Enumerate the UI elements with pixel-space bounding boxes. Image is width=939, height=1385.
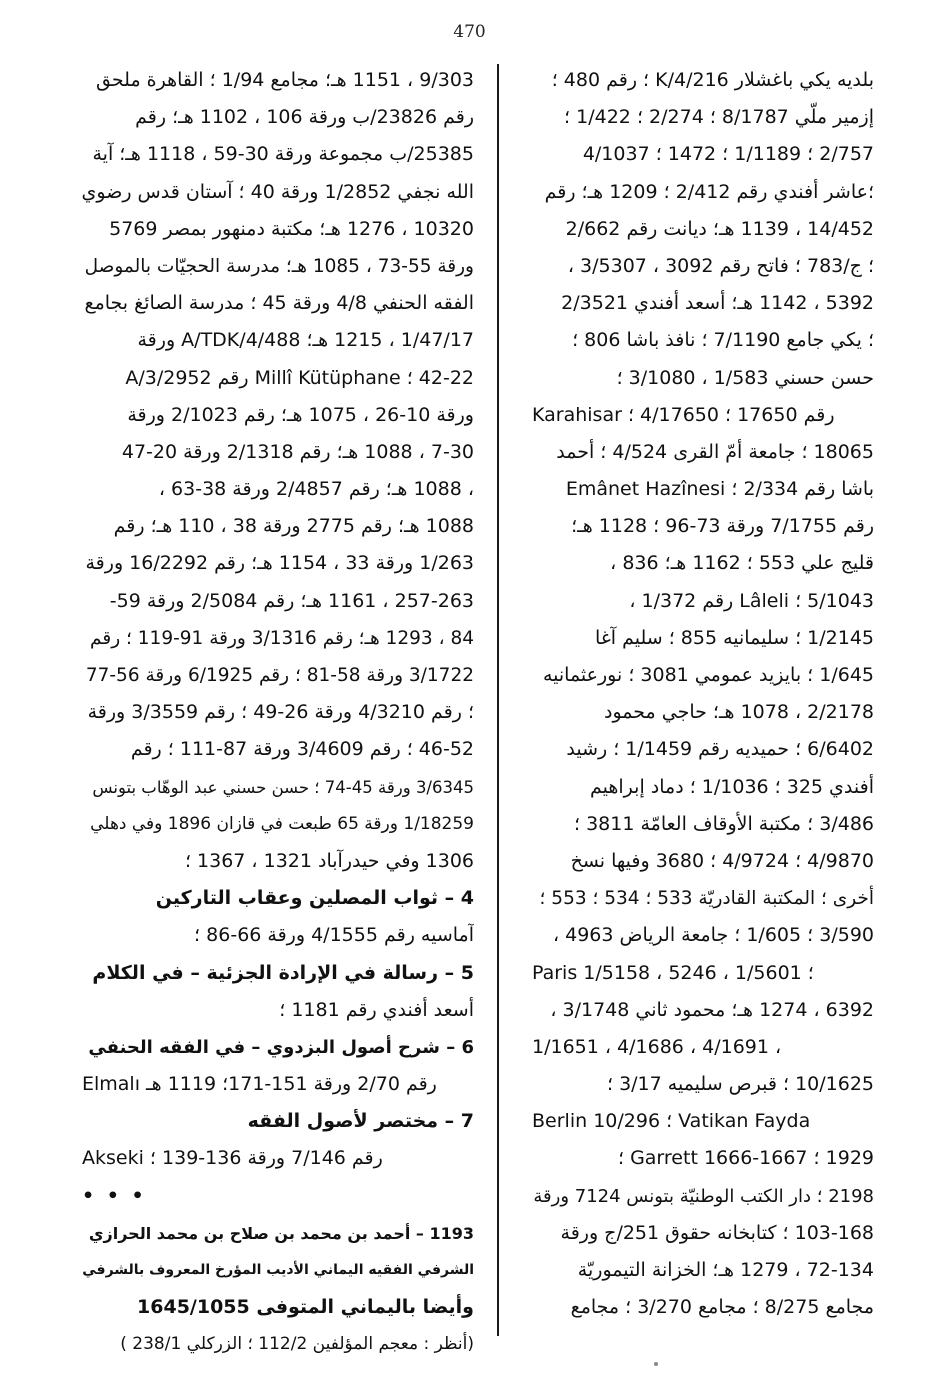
section-heading: وأيضا باليماني المتوفى 1645/1055 [137, 1296, 474, 1319]
text-line: مجامع 8/275 ؛ مجامع 3/270 ؛ مجامع [570, 1296, 874, 1319]
text-line: 1/18259 ورقة 65 طبعت في قازان 1896 وفي دهلي [90, 813, 474, 834]
text-line: Paris ؛ 1/5601 ، 5246 ، 1/5158 [532, 961, 814, 984]
text-line: ؛عاشر أفندي رقم 2/412 ؛ 1209 هـ؛ رقم [544, 180, 874, 203]
section-heading: 1193 – أحمد بن محمد بن صلاح بن محمد الحرازي [88, 1223, 474, 1243]
text-line: 10320 ، 1276 هـ؛ مكتبة دمنهور بمصر 5769 [109, 217, 474, 240]
text-line: 1306 وفي حيدرآباد 1321 ، 1367 ؛ [184, 849, 474, 872]
text-line: أسعد أفندي رقم 1181 ؛ [279, 998, 474, 1021]
text-line: أخرى ؛ المكتبة القادريّة 533 ؛ 534 ؛ 553 ؛ [539, 888, 874, 910]
text-line: 10/1625 ؛ قبرص سليميه 3/17 ؛ [606, 1073, 874, 1096]
text-line: 9/303 ، 1151 هـ؛ مجامع 1/94 ؛ القاهرة ملحق [96, 69, 474, 91]
separator-dots: • • • [82, 1184, 147, 1207]
right-column [532, 62, 874, 1326]
text-line: 84 ، 1293 هـ؛ رقم 3/1316 ورقة 91-119 ؛ رقم [90, 627, 474, 649]
text-line: حسن حسني 1/583 ، 3/1080 ؛ [616, 366, 874, 389]
text-line: 2/2178 ، 1078 هـ؛ حاجي محمود [604, 701, 874, 724]
text-line: 72-134 ، 1279 هـ؛ الخزانة التيموريّة [577, 1259, 874, 1281]
section-heading: 6 – شرح أصول البزدوي – في الفقه الحنفي [88, 1036, 474, 1058]
column-divider [497, 64, 499, 1336]
text-line: 3/486 ؛ مكتبة الأوقاف العامّة 3811 ؛ [573, 812, 874, 835]
section-heading: 4 – ثواب المصلين وعقاب التاركين [155, 887, 474, 910]
text-line: 3/590 ؛ 1/605 ؛ جامعة الرياض 4963 ، [552, 924, 874, 947]
text-line: 2198 ؛ دار الكتب الوطنيّة بتونس 7124 ورقة [533, 1185, 874, 1207]
text-line: Elmalı رقم 2/70 ورقة 151-171؛ 1119 هـ [82, 1073, 437, 1096]
text-line: 1/645 ؛ بايزيد عمومي 3081 ؛ نورعثمانيه [542, 664, 874, 686]
text-line: 6/6402 ؛ حميديه رقم 1/1459 ؛ رشيد [566, 738, 874, 761]
text-line: 1/47/17 ، 1215 هـ؛ 4/488/A/TDK ورقة [137, 329, 474, 352]
text-line: 1/263 ورقة 33 ، 1154 هـ؛ رقم 16/2292 ورقة [85, 552, 474, 575]
text-line: الفقه الحنفي 4/8 ورقة 45 ؛ مدرسة الصائغ بجامع [84, 292, 474, 315]
text-line: آماسيه رقم 4/1555 ورقة 66-86 ؛ [194, 924, 474, 947]
text-line: 5392 ، 1142 هـ؛ أسعد أفندي 2/3521 [561, 292, 874, 315]
text-line: 1088 هـ؛ رقم 2775 ورقة 38 ، 110 هـ؛ رقم [113, 515, 474, 538]
section-heading: 7 – مختصر لأصول الفقه [247, 1110, 474, 1133]
text-line: 2/757 ؛ 1/1189 ؛ 1472 ؛ 4/1037 [582, 143, 874, 166]
text-line: 7-30 ، 1088 هـ؛ رقم 2/1318 ورقة 20-47 [121, 440, 474, 463]
text-line: 46-52 ؛ رقم 3/4609 ورقة 87-111 ؛ رقم [130, 738, 474, 761]
text-line: 5/1043 ؛ Lâleli رقم 1/372 ، [629, 589, 874, 612]
text-line: 3/6345 ورقة 45-74 ؛ حسن حسني عبد الوهّاب بتونس [92, 777, 474, 797]
text-line: 42-22 ؛ Millî Kütüphane رقم 3/2952/A [125, 366, 474, 389]
text-line: 3/1722 ورقة 58-81 ؛ رقم 6/1925 ورقة 56-77 [85, 665, 474, 686]
text-line: أفندي 325 ؛ 1/1036 ؛ دماد إبراهيم [590, 775, 874, 798]
text-line: ورقة 10-26 ، 1075 هـ؛ رقم 2/1023 ورقة [127, 403, 474, 426]
text-line: رقم 7/1755 ورقة 73-96 ؛ 1128 هـ؛ [571, 515, 874, 538]
text-line: رقم 23826/ب ورقة 106 ، 1102 هـ؛ رقم [135, 106, 474, 129]
text-line: Karahisar رقم 17650 ؛ 4/17650 ؛ [532, 403, 835, 426]
text-line: ؛ ج/783 ؛ فاتح رقم 3092 ، 3/5307 ، [567, 254, 874, 277]
text-line: 14/452 ، 1139 هـ؛ ديانت رقم 2/662 [565, 217, 874, 240]
text-line: Akseki رقم 7/146 ورقة 136-139 ؛ [82, 1147, 383, 1170]
text-line: 6392 ، 1274 هـ؛ محمود ثاني 3/1748 ، [550, 998, 874, 1021]
text-line: 103-168 ؛ كتابخانه حقوق 251/ج ورقة [560, 1221, 874, 1244]
footer-dot [654, 1362, 658, 1366]
section-heading: الشرفي الفقيه اليماني الأديب المؤرخ المعروف بالشرفي [82, 1262, 474, 1278]
section-heading: 5 – رسالة في الإرادة الجزئية – في الكلام [92, 961, 474, 984]
text-line: ؛ يكي جامع 7/1190 ؛ نافذ باشا 806 ؛ [572, 329, 874, 352]
text-line: 257-263 ، 1161 هـ؛ رقم 2/5084 ورقة 59- [109, 589, 474, 612]
text-line: الله نجفي 1/2852 ورقة 40 ؛ آستان قدس رضوي [82, 180, 474, 203]
text-line: قليج علي 553 ؛ 1162 هـ؛ 836 ، [610, 552, 874, 575]
text-line: Berlin ؛ 10/296 Vatikan Fayda [532, 1110, 811, 1133]
text-line: (أنظر : معجم المؤلفين 112/2 ؛ الزركلي 238/1 ) [120, 1334, 474, 1355]
text-line: 18065 ؛ جامعة أمّ القرى 4/524 ؛ أحمد [556, 440, 874, 463]
text-line: ورقة 55-73 ، 1085 هـ؛ مدرسة الحجيّات بالموصل [84, 255, 474, 277]
text-line: بلديه يكي باغشلار 4/216/K ؛ رقم 480 ؛ [551, 69, 874, 91]
text-line: ؛ رقم 4/3210 ورقة 26-49 ؛ رقم 3/3559 ورقة [87, 701, 474, 724]
text-line: ، 1088 هـ؛ رقم 2/4857 ورقة 38-63 ، [158, 478, 474, 501]
text-line: 1929 ؛ 1667-1666 Garrett ؛ [617, 1147, 874, 1170]
text-line: 25385/ب مجموعة ورقة 30-59 ، 1118 هـ؛ آية [92, 143, 474, 166]
text-line: إزمير ملّي 8/1787 ؛ 2/274 ؛ 1/422 ؛ [564, 106, 874, 129]
text-line: 1/2145 ؛ سليمانيه 855 ؛ سليم آغا [595, 626, 874, 649]
left-column [82, 62, 474, 1364]
text-line: 1/1651 ، 4/1686 ، 4/1691 ، [532, 1035, 782, 1058]
text-line: باشا رقم 2/334 ؛ Emânet Hazînesi [565, 478, 874, 501]
page-number: 470 [453, 22, 486, 42]
text-line: 4/9870 ؛ 4/9724 ؛ 3680 وفيها نسخ [570, 849, 874, 872]
